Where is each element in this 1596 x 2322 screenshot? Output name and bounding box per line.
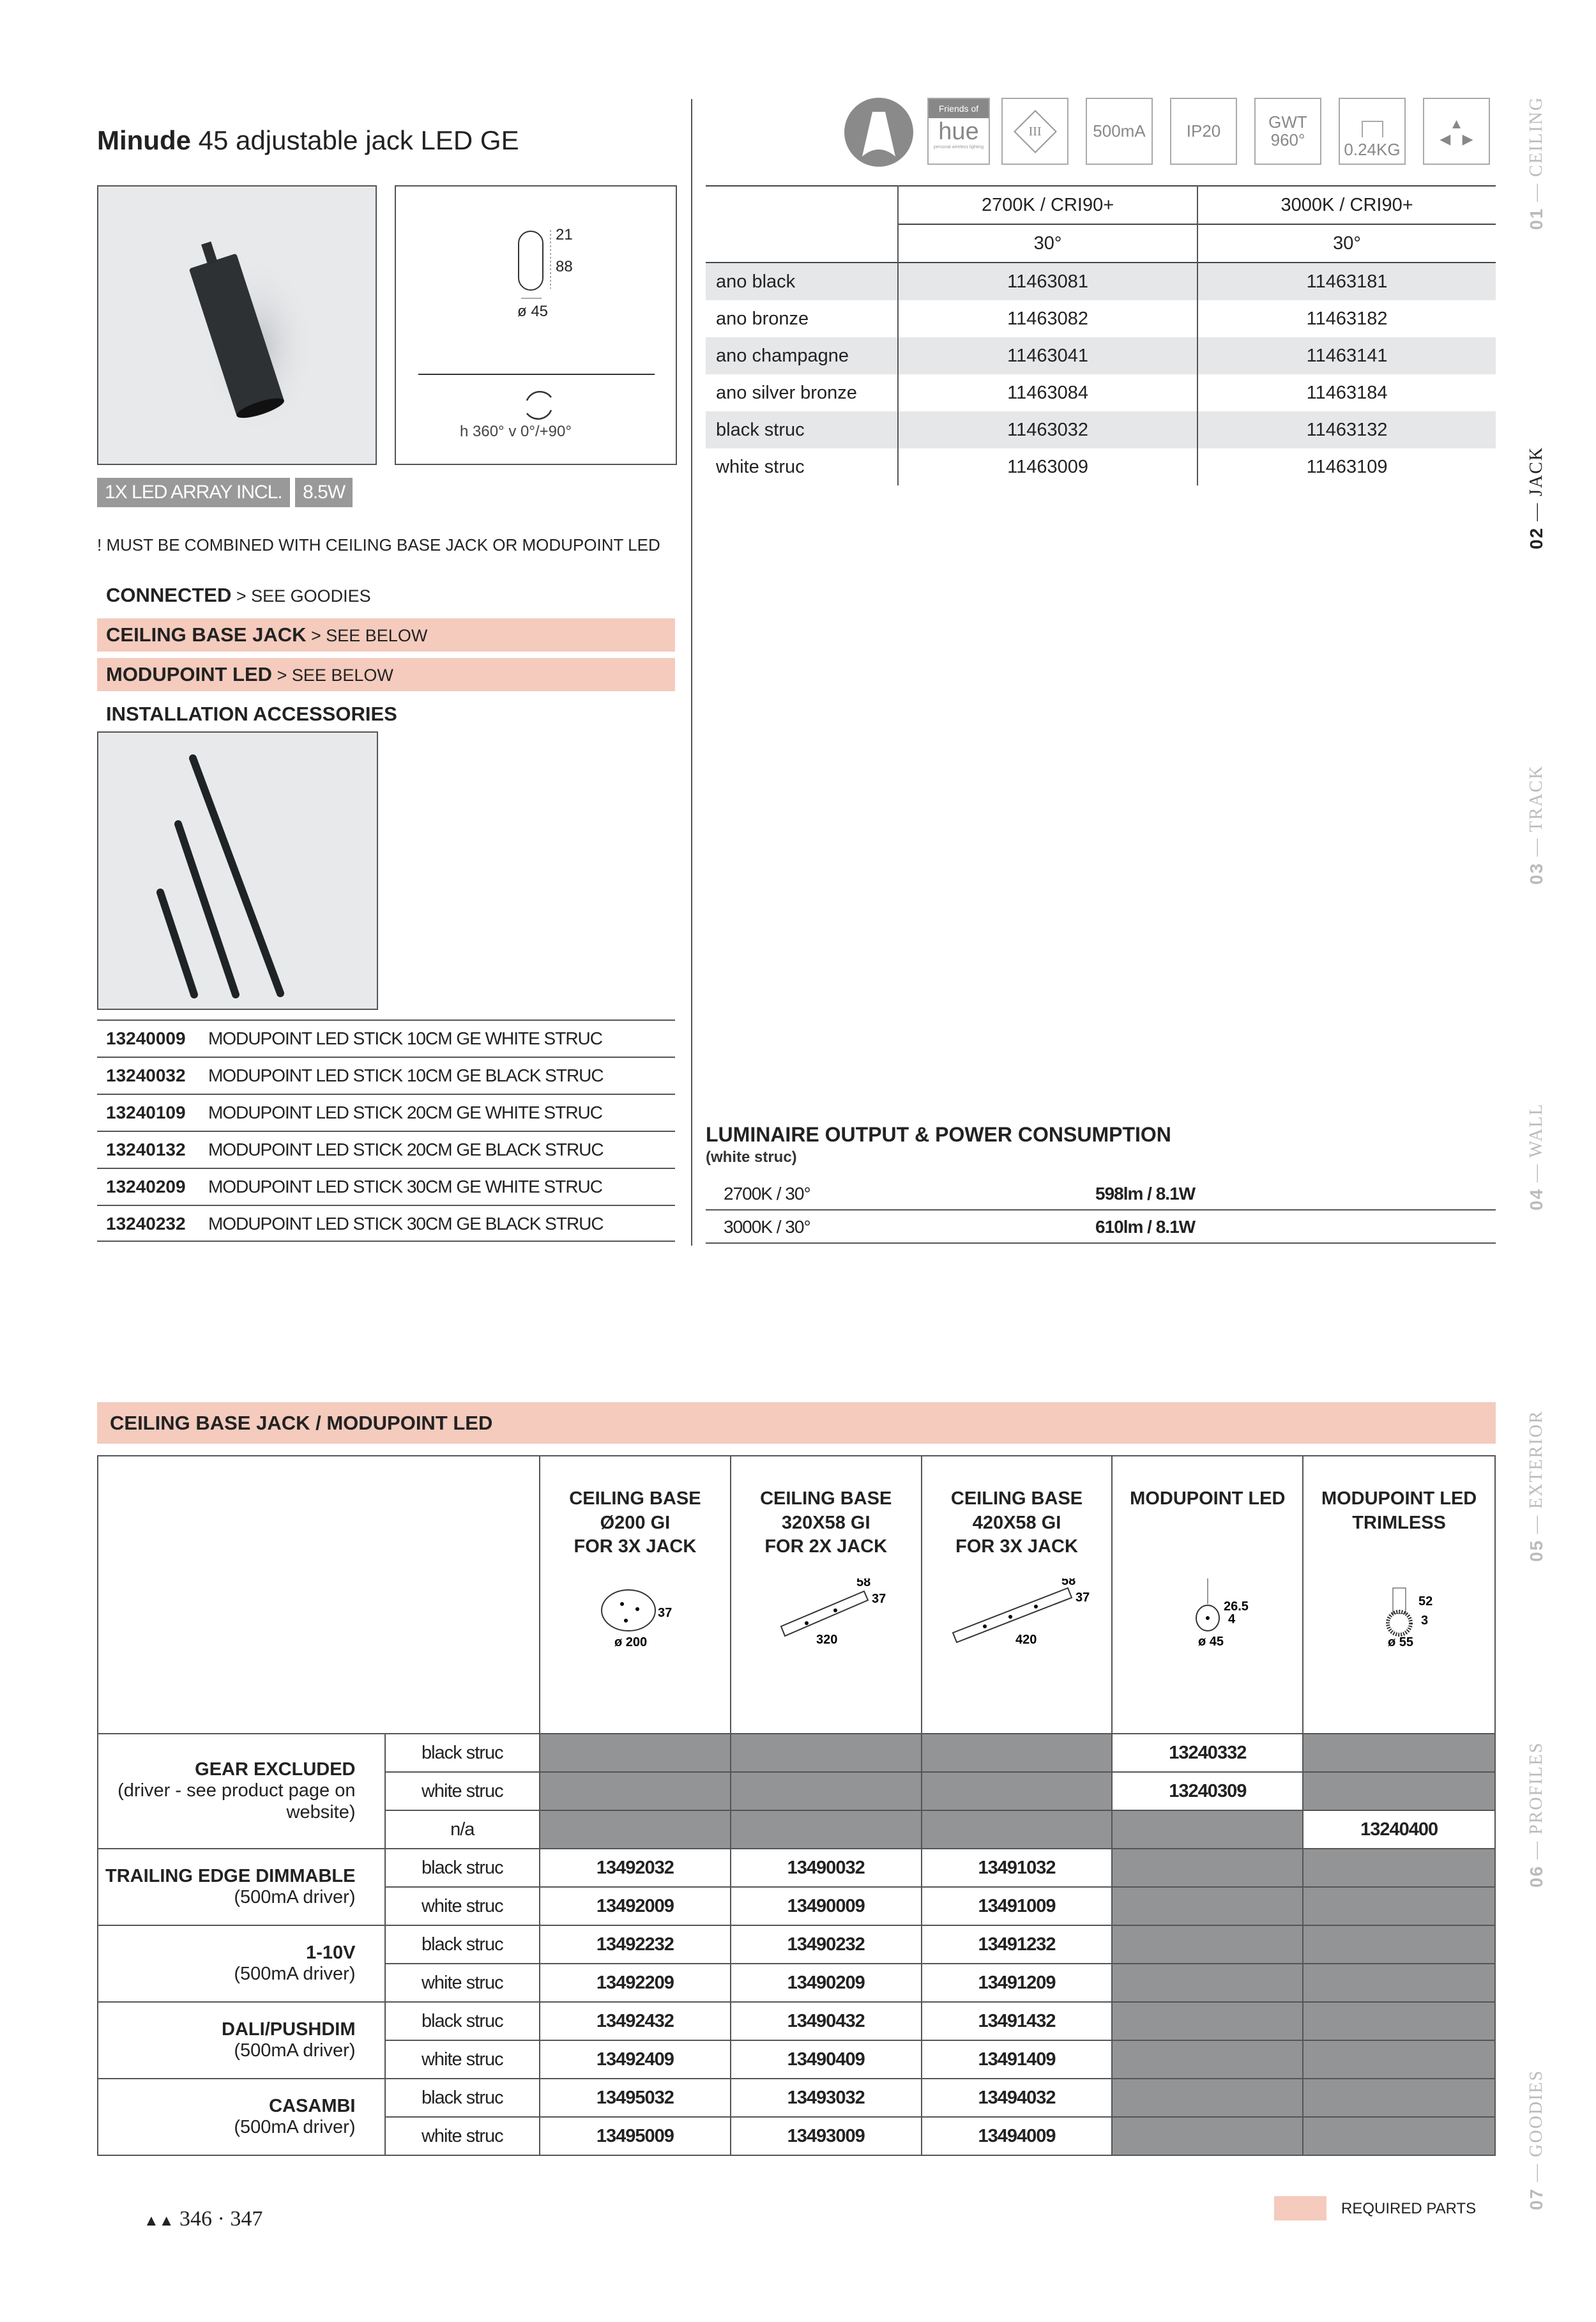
- dim-top: 21: [556, 226, 573, 243]
- modupoint-trimless-drawing: [1335, 1578, 1463, 1649]
- article-code: 13492409: [540, 2040, 731, 2079]
- column-header: CEILING BASE Ø200 GI FOR 3X JACK 37 ø 200: [540, 1456, 731, 1734]
- article-code: 13491432: [922, 2002, 1113, 2040]
- unavailable-cell: [1112, 1887, 1303, 1925]
- unavailable-cell: [1112, 1810, 1303, 1849]
- linear-ceiling-base-drawing: [756, 1578, 896, 1649]
- table-row: [98, 2002, 1495, 2040]
- finish-label: white struc: [385, 2117, 540, 2155]
- current-icon: 500mA: [1086, 98, 1153, 165]
- unavailable-cell: [1303, 1925, 1495, 1964]
- output-row: 3000K / 30° 610lm / 8.1W: [706, 1211, 1496, 1244]
- finish-label: white struc: [385, 1964, 540, 2002]
- variant-row: ano champagne 11463041 11463141: [706, 337, 1496, 374]
- article-code: 13492209: [540, 1964, 731, 2002]
- link-connected[interactable]: CONNECTED > SEE GOODIES: [106, 584, 371, 606]
- accessories-photo: [97, 731, 378, 1010]
- svg-text:3: 3: [1420, 1614, 1428, 1628]
- unavailable-cell: [1112, 1964, 1303, 2002]
- column-header: MODUPOINT LED 26.5 4 ø 45: [1112, 1456, 1303, 1734]
- ip-rating-icon: IP20: [1170, 98, 1237, 165]
- variant-row: white struc 11463009 11463109: [706, 448, 1496, 485]
- unavailable-cell: [1303, 2117, 1495, 2155]
- accessory-row: 13240232 MODUPOINT LED STICK 30CM GE BLACK STRUC: [97, 1205, 675, 1242]
- page-numbers: ▲▲ 346 · 347: [144, 2207, 263, 2231]
- finish-label: n/a: [385, 1810, 540, 1849]
- unavailable-cell: [1112, 2002, 1303, 2040]
- accessory-row: 13240032 MODUPOINT LED STICK 10CM GE BLACK STRUC: [97, 1057, 675, 1094]
- article-code: 13492009: [540, 1887, 731, 1925]
- unavailable-cell: [1112, 2040, 1303, 2079]
- svg-text:26.5: 26.5: [1223, 1600, 1249, 1614]
- nav-ceiling[interactable]: 01 — CEILING: [1526, 96, 1546, 230]
- header-3000k: 3000K / CRI90+: [1197, 186, 1496, 224]
- nav-track[interactable]: 03 — TRACK: [1526, 765, 1546, 885]
- variant-row: ano black 11463081 11463181: [706, 263, 1496, 300]
- article-code: 13490009: [731, 1887, 922, 1925]
- power-badge: 8.5W: [295, 478, 353, 507]
- article-code: 13491209: [922, 1964, 1113, 2002]
- variant-row: black struc 11463032 11463132: [706, 411, 1496, 448]
- svg-text:4: 4: [1227, 1612, 1235, 1627]
- article-code: 13495009: [540, 2117, 731, 2155]
- variant-table: [706, 185, 1496, 485]
- unavailable-cell: [1303, 2002, 1495, 2040]
- product-photo: [97, 185, 377, 465]
- finish-label: white struc: [385, 1887, 540, 1925]
- finish-label: black struc: [385, 2002, 540, 2040]
- unavailable-cell: [1112, 1849, 1303, 1887]
- article-code: 13490032: [731, 1849, 922, 1887]
- adjustable-direction-icon: ▲ ◀ ▶: [1423, 98, 1490, 165]
- article-code: 13240309: [1112, 1772, 1303, 1810]
- finish-label: black struc: [385, 1849, 540, 1887]
- installation-accessories-heading: INSTALLATION ACCESSORIES: [106, 703, 397, 725]
- beam-3000k: 30°: [1197, 224, 1496, 263]
- unavailable-cell: [540, 1734, 731, 1772]
- weight-icon: 0.24KG: [1339, 98, 1406, 165]
- beam-2700k: 30°: [898, 224, 1197, 263]
- dim-height: 88: [556, 258, 573, 275]
- svg-text:320: 320: [816, 1633, 838, 1647]
- finish-label: black struc: [385, 1734, 540, 1772]
- led-sticks-image: [98, 733, 377, 1009]
- accessory-row: 13240109 MODUPOINT LED STICK 20CM GE WHITE STRUC: [97, 1094, 675, 1131]
- output-title: LUMINAIRE OUTPUT & POWER CONSUMPTION: [706, 1123, 1171, 1146]
- unavailable-cell: [731, 1772, 922, 1810]
- article-code: 13490209: [731, 1964, 922, 2002]
- accessory-row: 13240132 MODUPOINT LED STICK 20CM GE BLACK STRUC: [97, 1131, 675, 1168]
- svg-text:420: 420: [1015, 1633, 1037, 1647]
- driver-group-label: DALI/PUSHDIM (500mA driver): [98, 2002, 385, 2079]
- output-subtitle: (white struc): [706, 1149, 797, 1166]
- glow-wire-icon: GWT 960°: [1254, 98, 1321, 165]
- product-name: 45 adjustable jack LED GE: [190, 125, 519, 155]
- link-modupoint-led[interactable]: MODUPOINT LED > SEE BELOW: [97, 658, 675, 691]
- unavailable-cell: [1303, 1887, 1495, 1925]
- unavailable-cell: [1112, 2079, 1303, 2117]
- brand-logo-icon: [844, 98, 913, 167]
- table-row: [98, 1849, 1495, 1887]
- column-header: MODUPOINT LED TRIMLESS 52 3 ø 55: [1303, 1456, 1495, 1734]
- article-code: 13490232: [731, 1925, 922, 1964]
- article-code: 13493032: [731, 2079, 922, 2117]
- required-parts-legend: REQUIRED PARTS: [1341, 2200, 1477, 2217]
- ceiling-base-table: [97, 1455, 1496, 2156]
- unavailable-cell: [540, 1772, 731, 1810]
- unavailable-cell: [1112, 1925, 1303, 1964]
- finish-label: white struc: [385, 2040, 540, 2079]
- led-badge: 1X LED ARRAY INCL.: [97, 478, 290, 507]
- variant-row: ano bronze 11463082 11463182: [706, 300, 1496, 337]
- article-code: 13491009: [922, 1887, 1113, 1925]
- dimension-drawing: [395, 185, 677, 465]
- unavailable-cell: [731, 1734, 922, 1772]
- nav-wall[interactable]: 04 — WALL: [1526, 1103, 1546, 1211]
- modupoint-led-drawing: [1144, 1578, 1272, 1649]
- finish-label: black struc: [385, 2079, 540, 2117]
- variant-row: ano silver bronze 11463084 11463184: [706, 374, 1496, 411]
- article-code: 13493009: [731, 2117, 922, 2155]
- article-code: 13492432: [540, 2002, 731, 2040]
- unavailable-cell: [1303, 1849, 1495, 1887]
- nav-goodies[interactable]: 07 — GOODIES: [1526, 2069, 1546, 2210]
- finish-label: white struc: [385, 1772, 540, 1810]
- svg-text:52: 52: [1418, 1594, 1433, 1609]
- unavailable-cell: [1303, 2079, 1495, 2117]
- friends-of-hue-icon: Friends of hue personal wireless lighting: [927, 98, 990, 165]
- unavailable-cell: [1303, 1734, 1495, 1772]
- svg-text:37: 37: [872, 1592, 886, 1607]
- article-code: 13492032: [540, 1849, 731, 1887]
- brand-name: Minude: [97, 125, 191, 155]
- column-divider: [691, 99, 692, 1246]
- driver-group-label: 1-10V (500mA driver): [98, 1925, 385, 2002]
- round-ceiling-base-drawing: [571, 1578, 699, 1649]
- accessory-row: 13240009 MODUPOINT LED STICK 10CM GE WHITE STRUC: [97, 1020, 675, 1057]
- nav-jack[interactable]: 02 — JACK: [1526, 446, 1546, 549]
- table-row: [98, 2079, 1495, 2117]
- column-header: CEILING BASE 420X58 GI FOR 3X JACK 58 37 420: [922, 1456, 1113, 1734]
- dimension-diagram: [396, 187, 676, 464]
- article-code: 13490409: [731, 2040, 922, 2079]
- unavailable-cell: [1303, 1772, 1495, 1810]
- svg-text:37: 37: [658, 1606, 673, 1621]
- svg-text:37: 37: [1075, 1591, 1090, 1605]
- article-code: 13495032: [540, 2079, 731, 2117]
- svg-text:58: 58: [856, 1578, 871, 1590]
- driver-group-label: TRAILING EDGE DIMMABLE (500mA driver): [98, 1849, 385, 1925]
- svg-text:ø 45: ø 45: [1197, 1635, 1224, 1649]
- jack-luminaire-image: [98, 187, 376, 464]
- article-code: 13494032: [922, 2079, 1113, 2117]
- nav-profiles[interactable]: 06 — PROFILES: [1526, 1741, 1546, 1888]
- product-title: [97, 125, 519, 156]
- article-code: 13491032: [922, 1849, 1113, 1887]
- nav-exterior[interactable]: 05 — EXTERIOR: [1526, 1410, 1546, 1562]
- article-code: 13491232: [922, 1925, 1113, 1964]
- unavailable-cell: [1112, 2117, 1303, 2155]
- class-iii-icon: III: [1001, 98, 1068, 165]
- column-header: CEILING BASE 320X58 GI FOR 2X JACK 58 37 320: [731, 1456, 922, 1734]
- article-code: 13492232: [540, 1925, 731, 1964]
- required-parts-swatch: [1274, 2196, 1326, 2220]
- finish-label: black struc: [385, 1925, 540, 1964]
- unavailable-cell: [1303, 2040, 1495, 2079]
- driver-group-label: CASAMBI (500mA driver): [98, 2079, 385, 2155]
- unavailable-cell: [1303, 1964, 1495, 2002]
- article-code: 13491409: [922, 2040, 1113, 2079]
- table-row: [98, 1925, 1495, 1964]
- svg-text:ø 55: ø 55: [1387, 1635, 1413, 1649]
- unavailable-cell: [540, 1810, 731, 1849]
- svg-text:58: 58: [1061, 1578, 1076, 1589]
- linear-ceiling-base-drawing: [940, 1578, 1093, 1649]
- accessory-row: 13240209 MODUPOINT LED STICK 30CM GE WHITE STRUC: [97, 1168, 675, 1205]
- publisher-logo-icon: ▲▲: [144, 2212, 174, 2229]
- link-ceiling-base-jack[interactable]: CEILING BASE JACK > SEE BELOW: [97, 618, 675, 652]
- combination-note: ! MUST BE COMBINED WITH CEILING BASE JACK OR MODUPOINT LED: [97, 535, 660, 554]
- header-2700k: 2700K / CRI90+: [898, 186, 1197, 224]
- article-code: 13240400: [1303, 1810, 1495, 1849]
- article-code: 13240332: [1112, 1734, 1303, 1772]
- driver-group-label: GEAR EXCLUDED (driver - see product page on website): [98, 1734, 385, 1849]
- unavailable-cell: [922, 1810, 1113, 1849]
- article-code: 13490432: [731, 2002, 922, 2040]
- dim-diameter: ø 45: [517, 303, 549, 320]
- unavailable-cell: [922, 1734, 1113, 1772]
- unavailable-cell: [731, 1810, 922, 1849]
- rotation-spec: h 360° v 0°/+90°: [460, 423, 572, 440]
- spec-badges: [97, 478, 353, 507]
- section-heading: CEILING BASE JACK / MODUPOINT LED: [97, 1402, 1496, 1444]
- table-row: [98, 1734, 1495, 1772]
- unavailable-cell: [922, 1772, 1113, 1810]
- svg-text:ø 200: ø 200: [614, 1635, 648, 1649]
- article-code: 13494009: [922, 2117, 1113, 2155]
- output-row: 2700K / 30° 598lm / 8.1W: [706, 1177, 1496, 1211]
